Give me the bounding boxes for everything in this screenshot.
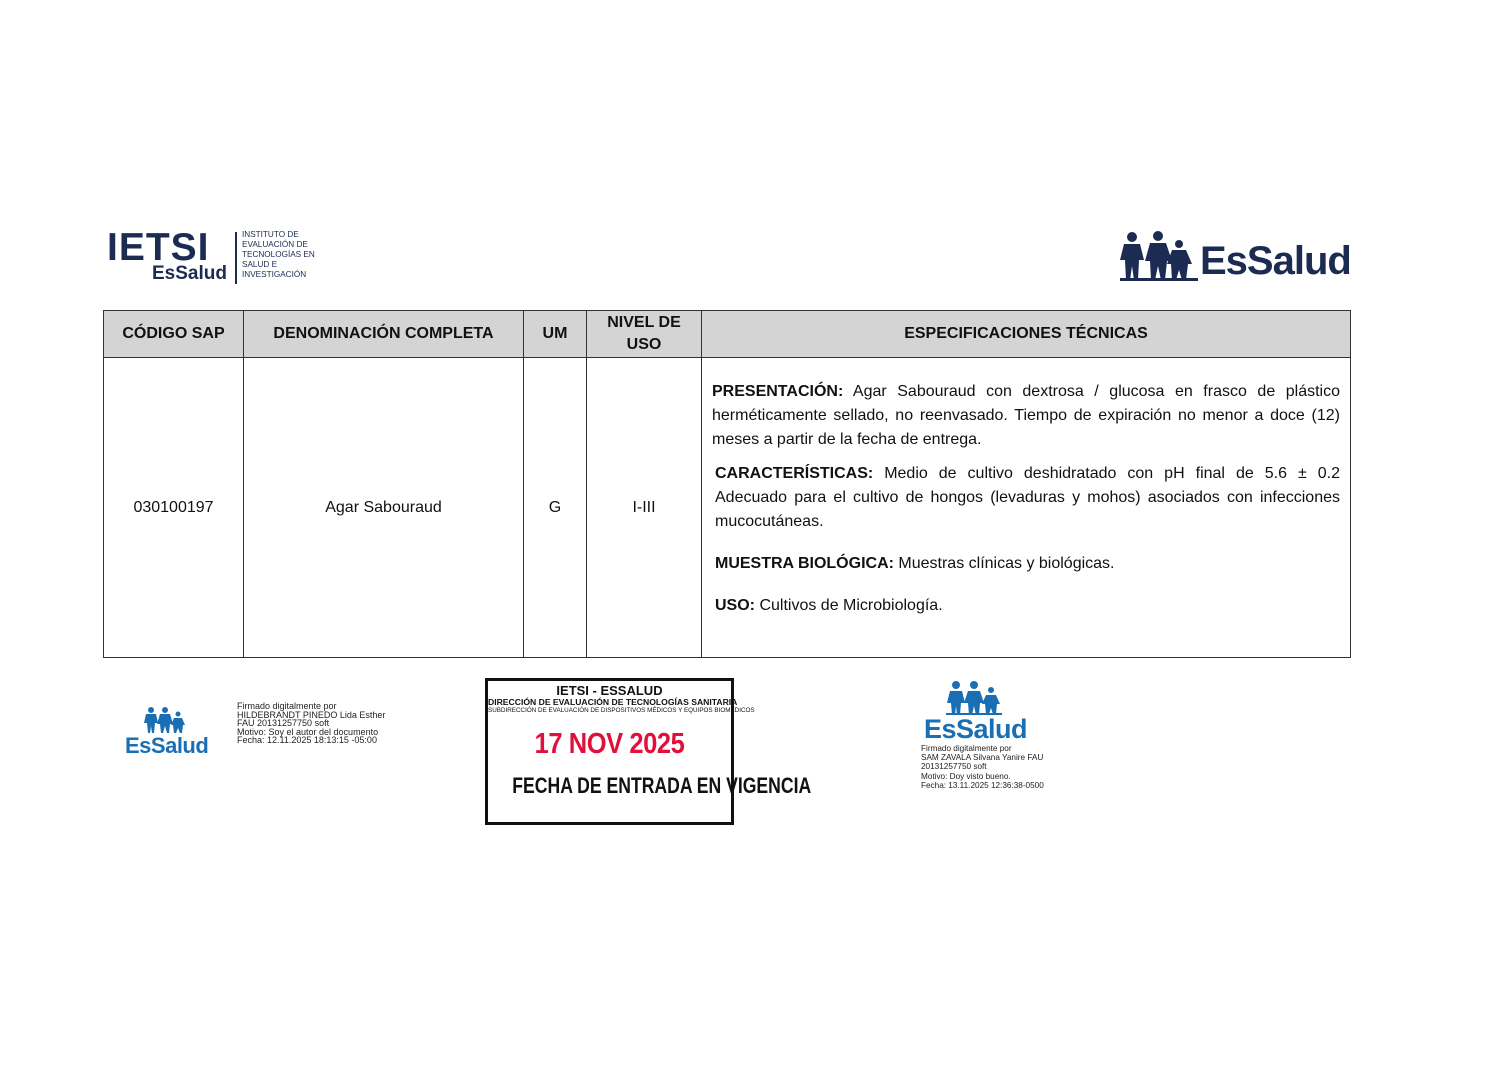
- ietsi-logo-text: [242, 230, 332, 280]
- signature-line: FAU 20131257750 soft: [237, 718, 330, 729]
- stamp-line1: DIRECCIÓN DE EVALUACIÓN DE TECNOLOGÍAS SANITARIA: [488, 697, 738, 707]
- spec-text: Agar Sabouraud con dextrosa / glucosa en frasco de plástico herméticamente sellado, no reenvasado. Tiempo de expiración no menor a doce (12) meses a partir de la fecha de entrega.: [712, 383, 1340, 448]
- essalud-logo: [1120, 230, 1350, 284]
- signature-right-text: [921, 744, 1091, 790]
- signature-line: Fecha: 12.11.2025 18:13:15 -05:00: [237, 735, 377, 746]
- spec-caracteristicas: [712, 462, 1340, 534]
- family-figures-icon: [1120, 230, 1198, 282]
- specifications-table: [103, 310, 1351, 658]
- column-header-um: UM: [524, 311, 587, 358]
- spec-label: PRESENTACIÓN:: [712, 383, 844, 400]
- signature-line: SAM ZAVALA Silvana Yanire FAU: [921, 753, 1044, 763]
- column-header-name: DENOMINACIÓN COMPLETA: [244, 311, 524, 358]
- column-header-code: CÓDIGO SAP: [104, 311, 244, 358]
- cell-level: I-III: [587, 358, 702, 658]
- spec-text: Cultivos de Microbiología.: [755, 597, 943, 614]
- table-header-row: [104, 311, 1351, 358]
- signature-right-logo: [924, 680, 1054, 744]
- spec-muestra: [712, 552, 1340, 576]
- ietsi-logo-line: SALUD E: [242, 260, 278, 269]
- essalud-wordmark: EsSalud: [1200, 239, 1351, 283]
- stamp-line2: SUBDIRECCIÓN DE EVALUACIÓN DE DISPOSITIVOS MÉDICOS Y EQUIPOS BIOMÉDICOS: [488, 707, 755, 714]
- column-header-level: NIVEL DE USO: [587, 311, 702, 358]
- spec-uso: [712, 594, 1340, 618]
- effective-date-stamp: [485, 678, 812, 825]
- signature-left-text: [237, 702, 407, 745]
- ietsi-logo-line: TECNOLOGÍAS EN: [242, 250, 315, 259]
- ietsi-logo-divider: [235, 232, 237, 284]
- stamp-date: 17 NOV 2025: [534, 728, 685, 760]
- signature-line: Fecha: 13.11.2025 12:36:38-0500: [921, 780, 1044, 790]
- ietsi-logo-main: IETSI: [107, 226, 210, 269]
- cell-code: 030100197: [104, 358, 244, 658]
- cell-name: Agar Sabouraud: [244, 358, 524, 658]
- ietsi-logo-line: INVESTIGACIÓN: [242, 270, 307, 279]
- cell-specs: [702, 358, 1351, 658]
- family-figures-icon: [143, 706, 187, 734]
- spec-presentacion: [712, 380, 1340, 452]
- spec-text: Medio de cultivo deshidratado con pH final de 5.6 ± 0.2 Adecuado para el cultivo de hongos (levaduras y mohos) asociados con infecciones mucocutáneas.: [715, 465, 1340, 530]
- signature-line: Firmado digitalmente por: [921, 744, 1012, 753]
- signature-line: Firmado digitalmente por: [237, 701, 337, 711]
- spec-label: CARACTERÍSTICAS:: [715, 465, 874, 482]
- ietsi-logo-line: EVALUACIÓN DE: [242, 240, 308, 249]
- family-figures-icon: [946, 680, 1002, 716]
- signature-line: 20131257750 soft: [921, 762, 987, 772]
- ietsi-logo-sub: EsSalud: [152, 263, 227, 284]
- signature-right-wordmark: EsSalud: [924, 714, 1028, 744]
- spec-label: USO:: [715, 597, 755, 614]
- ietsi-logo-line: INSTITUTO DE: [242, 230, 299, 239]
- ietsi-logo: [107, 226, 327, 285]
- signature-line: Motivo: Soy el autor del documento: [237, 726, 379, 737]
- spec-label: MUESTRA BIOLÓGICA:: [715, 555, 894, 572]
- signature-left-wordmark: EsSalud: [125, 733, 209, 758]
- stamp-title: IETSI - ESSALUD: [556, 683, 663, 698]
- cell-um: G: [524, 358, 587, 658]
- table-row: [104, 358, 1351, 658]
- spec-text: Muestras clínicas y biológicas.: [893, 555, 1115, 572]
- stamp-footer: FECHA DE ENTRADA EN VIGENCIA: [512, 773, 812, 798]
- signature-line: HILDEBRANDT PINEDO Lida Esther: [237, 709, 386, 720]
- column-header-specs: ESPECIFICACIONES TÉCNICAS: [702, 311, 1351, 358]
- signature-line: Motivo: Doy visto bueno.: [921, 771, 1011, 781]
